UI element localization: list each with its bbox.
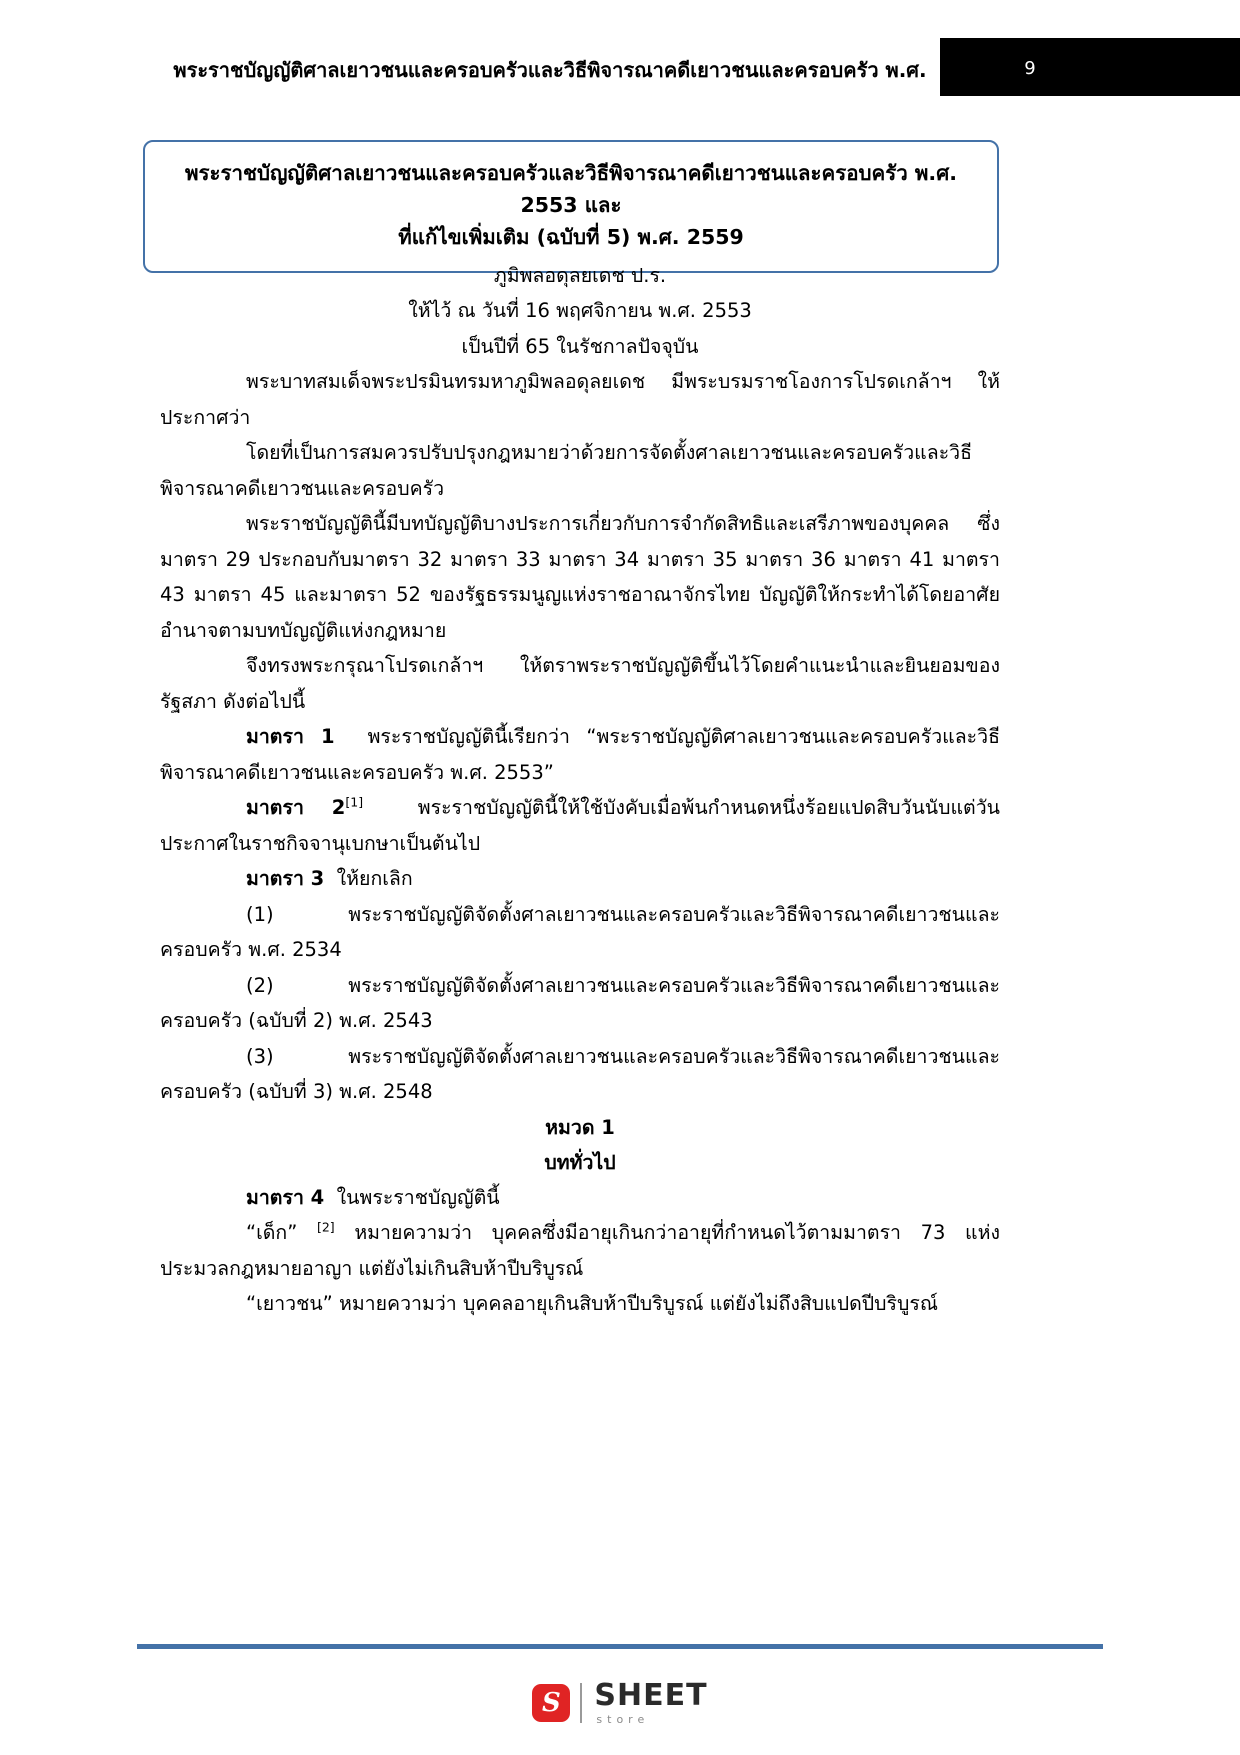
logo-divider	[580, 1683, 582, 1723]
footnote-marker-1[interactable]: [1]	[345, 794, 364, 810]
section-1-label: มาตรา 1	[246, 725, 335, 749]
definition-youth	[160, 1286, 1000, 1321]
section-2-text: พระราชบัญญัตินี้ให้ใช้บังคับเมื่อพ้นกำหนดหนึ่งร้อยแปดสิบวันนับแต่วันประกาศในราชกิจจานุเบกษาเป็นต้นไป	[160, 796, 1000, 855]
section-1	[160, 719, 1000, 790]
definition-youth-text: หมายความว่า บุคคลอายุเกินสิบห้าปีบริบูรณ์ แต่ยังไม่ถึงสิบแปดปีบริบูรณ์	[338, 1292, 938, 1316]
logo-sub-text: store	[596, 1712, 650, 1726]
section-3-item-3: (3) พระราชบัญญัติจัดตั้งศาลเยาวชนและครอบครัวและวิธีพิจารณาคดีเยาวชนและครอบครัว (ฉบับที่ 3) พ.ศ. 2548	[160, 1044, 1000, 1104]
document-body	[160, 258, 1000, 1322]
preamble-line-1: ภูมิพลอดุลยเดช ป.ร.	[493, 264, 667, 287]
section-1-text: พระราชบัญญัตินี้เรียกว่า “พระราชบัญญัติศาลเยาวชนและครอบครัวและวิธีพิจารณาคดีเยาวชนและครอบครัว พ.ศ. 2553”	[160, 725, 1000, 784]
document-title-line-2: ที่แก้ไขเพิ่มเติม (ฉบับที่ 5) พ.ศ. 2559	[398, 224, 744, 249]
footnote-marker-2[interactable]: [2]	[316, 1219, 335, 1235]
chapter-subheading: บททั่วไป	[544, 1150, 616, 1174]
definition-child	[160, 1215, 1000, 1286]
header-black-band	[940, 38, 1240, 96]
preamble-line-2: ให้ไว้ ณ วันที่ 16 พฤศจิกายน พ.ศ. 2553	[408, 299, 752, 323]
section-4-text: ในพระราชบัญญัตินี้	[336, 1185, 500, 1209]
section-3-item-1: (1) พระราชบัญญัติจัดตั้งศาลเยาวชนและครอบครัวและวิธีพิจารณาคดีเยาวชนและครอบครัว พ.ศ. 2534	[160, 902, 1000, 962]
logo-wordmark	[594, 1677, 708, 1726]
section-4	[160, 1180, 1000, 1215]
definition-youth-term: “เยาวชน”	[246, 1292, 333, 1316]
footer-logo	[0, 1668, 1240, 1738]
document-title-box	[143, 140, 999, 273]
section-3-label: มาตรา 3	[246, 867, 325, 891]
preamble-line-3: เป็นปีที่ 65 ในรัชกาลปัจจุบัน	[461, 334, 699, 358]
footer-divider	[137, 1644, 1103, 1649]
sheet-store-logo-icon: S	[532, 1684, 570, 1722]
logo-main-text: SHEET	[594, 1677, 708, 1713]
section-3-item-2: (2) พระราชบัญญัติจัดตั้งศาลเยาวชนและครอบครัวและวิธีพิจารณาคดีเยาวชนและครอบครัว (ฉบับที่ 2) พ.ศ. 2543	[160, 973, 1000, 1033]
page-header	[0, 0, 1240, 100]
paragraph-rights-limitation: พระราชบัญญัตินี้มีบทบัญญัติบางประการเกี่ยวกับการจำกัดสิทธิและเสรีภาพของบุคคล ซึ่งมาตรา 29 ประกอบกับมาตรา 32 มาตรา 33 มาตรา 34 มาตรา 35 มาตรา 36 มาตรา 41 มาตรา 43 มาตรา 45 และมาตรา 52 ของรัฐธรรมนูญแห่งราชอาณาจักรไทย บัญญัติให้กระทำได้โดยอาศัยอำนาจตามบทบัญญัติแห่งกฎหมาย	[160, 512, 1000, 642]
section-2	[160, 790, 1000, 861]
section-3-text: ให้ยกเลิก	[336, 867, 413, 891]
paragraph-rationale: โดยที่เป็นการสมควรปรับปรุงกฎหมายว่าด้วยการจัดตั้งศาลเยาวชนและครอบครัวและวิธีพิจารณาคดีเยาวชนและครอบครัว	[160, 441, 973, 500]
section-4-label: มาตรา 4	[246, 1185, 325, 1209]
definition-child-text: หมายความว่า บุคคลซึ่งมีอายุเกินกว่าอายุที่กำหนดไว้ตามมาตรา 73 แห่งประมวลกฎหมายอาญา แต่ยังไม่เกินสิบห้าปีบริบูรณ์	[160, 1221, 1000, 1280]
section-3	[160, 861, 1000, 896]
paragraph-proclamation: พระบาทสมเด็จพระปรมินทรมหาภูมิพลอดุลยเดช มีพระบรมราชโองการโปรดเกล้าฯ ให้ประกาศว่า	[160, 370, 1000, 429]
page-number: 9	[1024, 58, 1036, 79]
paragraph-enactment: จึงทรงพระกรุณาโปรดเกล้าฯ ให้ตราพระราชบัญญัติขึ้นไว้โดยคำแนะนำและยินยอมของรัฐสภา ดังต่อไปนี้	[160, 654, 1000, 713]
running-header-title: พระราชบัญญัติศาลเยาวชนและครอบครัวและวิธีพิจารณาคดีเยาวชนและครอบครัว พ.ศ.	[173, 58, 927, 82]
document-title-line-1: พระราชบัญญัติศาลเยาวชนและครอบครัวและวิธีพิจารณาคดีเยาวชนและครอบครัว พ.ศ. 2553 และ	[184, 161, 958, 217]
chapter-heading: หมวด 1	[545, 1115, 615, 1139]
section-2-label: มาตรา 2	[246, 796, 346, 820]
definition-child-term: “เด็ก”	[246, 1221, 298, 1245]
